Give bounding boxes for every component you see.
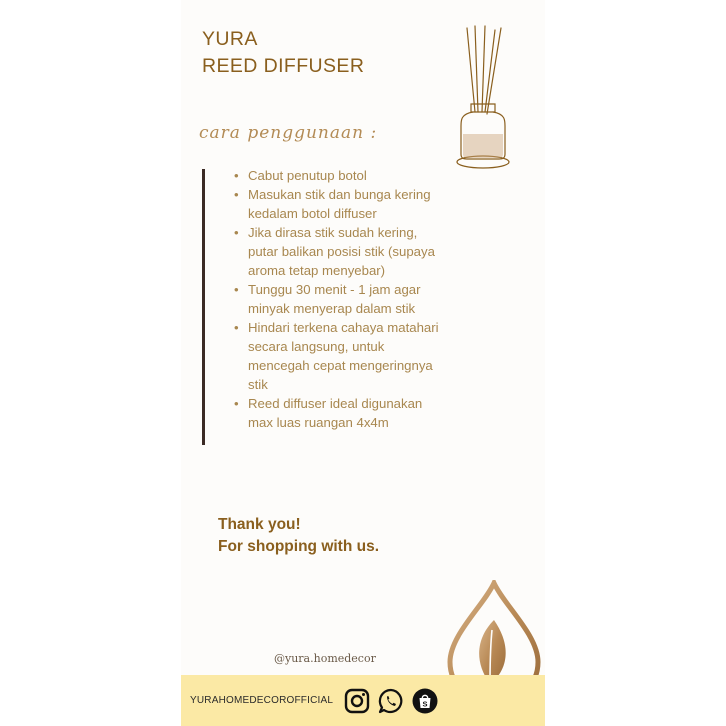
thank-you-message	[218, 514, 379, 558]
bullet-icon: •	[234, 282, 239, 297]
list-item: • Cabut penutup botol	[234, 168, 367, 183]
instagram-icon[interactable]	[344, 688, 370, 714]
list-item: • Jika dirasa stik sudah kering, putar balikan posisi stik (supaya aroma tetap menyebar)	[234, 225, 435, 278]
list-item: • Tunggu 30 menit - 1 jam agar minyak menyerap dalam stik	[234, 282, 421, 316]
usage-steps-list	[234, 166, 449, 432]
bullet-icon: •	[234, 168, 239, 183]
shopping-line: For shopping with us.	[218, 538, 380, 555]
bullet-icon: •	[234, 396, 239, 411]
product-name: REED DIFFUSER	[202, 55, 365, 77]
list-item: • Masukan stik dan bunga kering kedalam botol diffuser	[234, 187, 431, 221]
thank-you-line: Thank you!	[218, 516, 301, 533]
brand-name: YURA	[202, 28, 258, 50]
list-item: • Reed diffuser ideal digunakan max luas ruangan 4x4m	[234, 396, 423, 430]
bullet-icon: •	[234, 320, 239, 335]
reed-diffuser-icon	[453, 22, 513, 172]
vertical-divider	[202, 169, 205, 445]
brand-title	[202, 26, 364, 80]
whatsapp-icon[interactable]	[378, 688, 404, 714]
shopee-bag-icon[interactable]	[412, 688, 438, 714]
account-name: YURAHOMEDECOROFFICIAL	[190, 695, 334, 706]
instruction-card	[181, 0, 545, 726]
list-item: • Hindari terkena cahaya matahari secara langsung, untuk mencegah cepat mengeringnya stik	[234, 320, 439, 392]
bullet-icon: •	[234, 187, 239, 202]
usage-heading: cara penggunaan :	[199, 123, 378, 143]
svg-text:S: S	[422, 699, 428, 709]
bullet-icon: •	[234, 225, 239, 240]
footer-bar	[181, 675, 545, 726]
social-handle: @yura.homedecor	[274, 652, 376, 665]
